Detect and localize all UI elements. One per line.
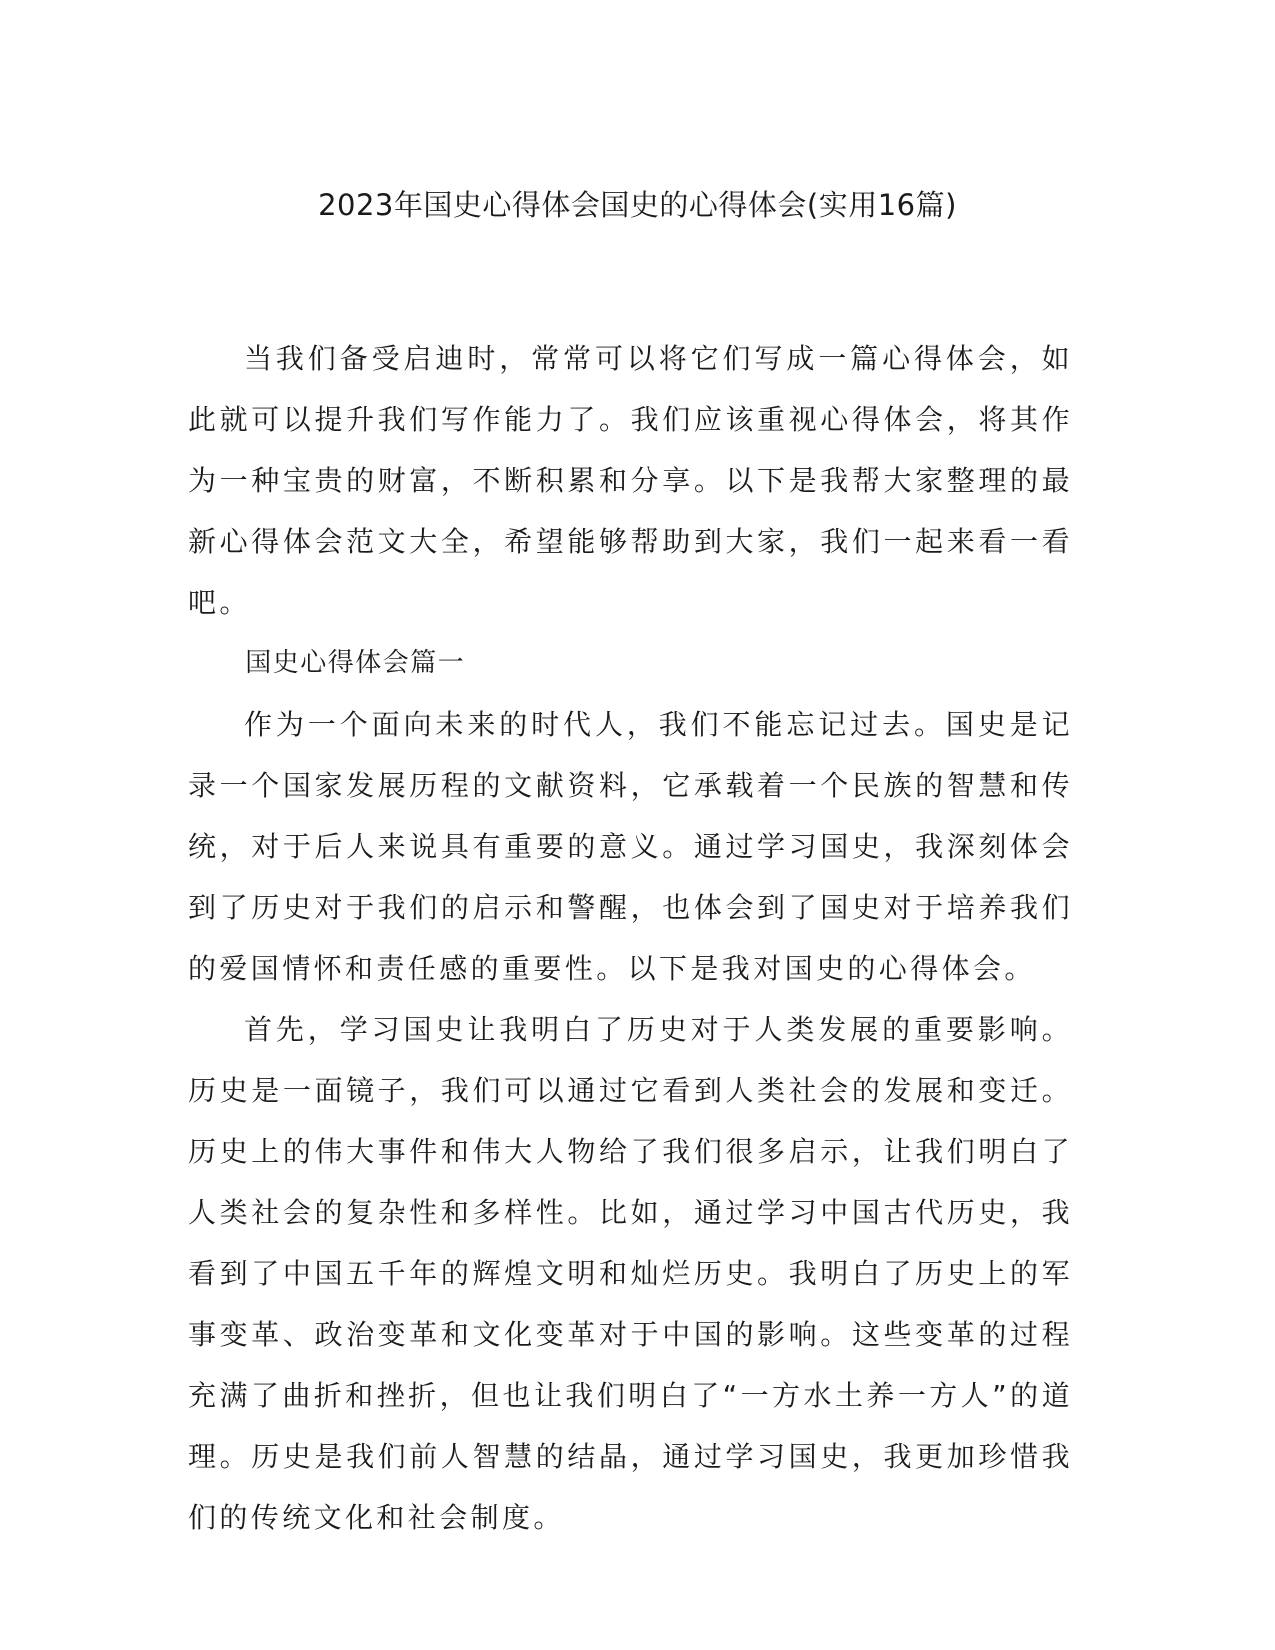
intro-paragraph: 当我们备受启迪时，常常可以将它们写成一篇心得体会，如此就可以提升我们写作能力了。我们应该重视心得体会，将其作为一种宝贵的财富，不断积累和分享。以下是我帮大家整理的最新心得体会范文大全，希望能够帮助到大家，我们一起来看一看吧。: [188, 342, 1073, 619]
body-paragraph-1: 作为一个面向未来的时代人，我们不能忘记过去。国史是记录一个国家发展历程的文献资料，它承载着一个民族的智慧和传统，对于后人来说具有重要的意义。通过学习国史，我深刻体会到了历史对于我们的启示和警醒，也体会到了国史对于培养我们的爱国情怀和责任感的重要性。以下是我对国史的心得体会。: [188, 708, 1073, 985]
section-heading: 国史心得体会篇一: [245, 648, 466, 678]
body-paragraph-2: 首先，学习国史让我明白了历史对于人类发展的重要影响。历史是一面镜子，我们可以通过它看到人类社会的发展和变迁。历史上的伟大事件和伟大人物给了我们很多启示，让我们明白了人类社会的复杂性和多样性。比如，通过学习中国古代历史，我看到了中国五千年的辉煌文明和灿烂历史。我明白了历史上的军事变革、政治变革和文化变革对于中国的影响。这些变革的过程充满了曲折和挫折，但也让我们明白了“一方水土养一方人”的道理。历史是我们前人智慧的结晶，通过学习国史，我更加珍惜我们的传统文化和社会制度。: [188, 1013, 1073, 1534]
document-body: [188, 328, 1073, 1548]
document-title: 2023年国史心得体会国史的心得体会(实用16篇): [318, 188, 957, 222]
